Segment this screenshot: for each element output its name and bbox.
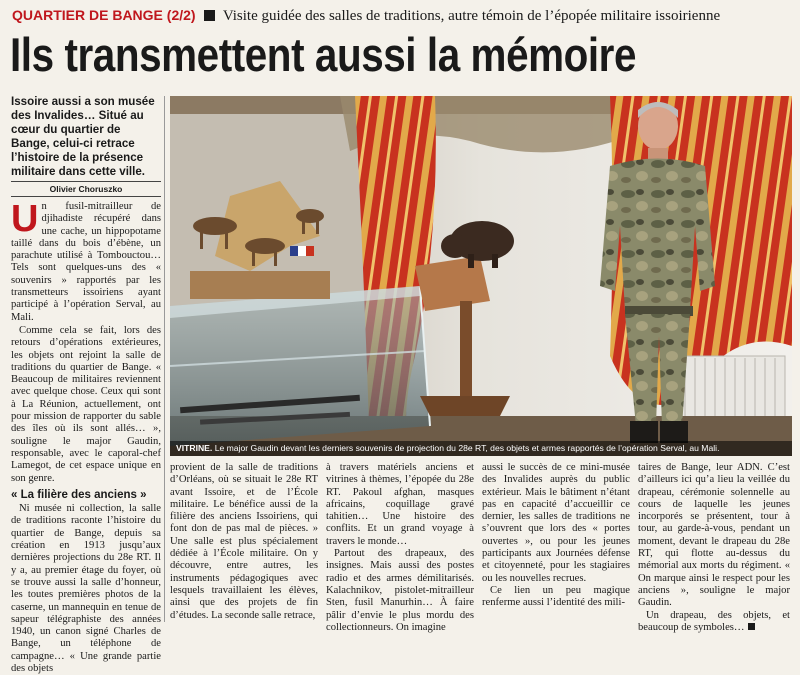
end-mark-icon	[748, 623, 755, 630]
article-column-2	[170, 462, 318, 622]
caption-text: Le major Gaudin devant les derniers souvenirs de projection du 28e RT, des objets et armes rapportés de l’opération Serval, au Mali.	[214, 443, 720, 453]
kicker-text: Visite guidée des salles de traditions, autre témoin de l’épopée militaire issoirienne	[222, 8, 721, 24]
intro-text: Issoire aussi a son musée des Invalides… Situé au cœur du quartier de Bange, celui-ci retrace l’histoire de la présence militaire dans cette ville.	[11, 95, 155, 178]
paragraph	[638, 610, 790, 635]
column-rule	[164, 96, 165, 622]
headline: Ils transmettent aussi la mémoire	[10, 28, 637, 81]
paragraph: taires de Bange, leur ADN. C’est d’ailleurs ici qu’a lieu la veillée du drapeau, cérémonie solennelle au cours de laquelle les jeunes incorporés se présentent, tour à tour, au garde-à-vous, pendant un moment, devant le drapeau du 28e RT, qui flotte au-dessus du mémorial aux morts du régiment. « On marque ainsi le respect pour les anciens », souligne le major Gaudin.	[638, 462, 790, 609]
article-column-4	[482, 462, 630, 622]
byline: Olivier Choruszko	[11, 181, 161, 197]
article-column-1	[11, 198, 161, 674]
article-photo	[170, 96, 792, 456]
paragraph: Comme cela se fait, lors des retours d’opérations extérieures, les objets ont rejoint la salle de traditions du quartier de Bange. « Beaucoup de militaires reviennent avec quelque chose. Ceux qui sont à La Réunion, actuellement, ont pour mission de rapporter du sable des îles où ils sont allés… », souligne le major Gaudin, responsable, avec le caporal-chef Lamegot, de cet espace unique en son genre.	[11, 324, 161, 484]
paragraph: aussi le succès de ce mini-musée des Invalides auprès du public extérieur. Mais le bâtiment n’étant pas en capacité d’accueillir ce dernier, les salles de traditions ne s’ouvrent que lors des « portes ouvertes », ou pour les jeunes participants aux Journées défense et citoyenneté, pour les stagiaires ou les nouvelles recrues.	[482, 462, 630, 584]
subheading: « La filière des anciens »	[11, 488, 147, 501]
kicker	[12, 6, 792, 25]
closing-text: Un drapeau, des objets, et beaucoup de symboles…	[638, 609, 790, 633]
paragraph: Ce lien un peu magique renferme aussi l’identité des mili-	[482, 584, 630, 609]
drop-cap: U	[11, 198, 39, 240]
caption-label: VITRINE.	[176, 443, 213, 453]
section-label: QUARTIER DE BANGE (2/2)	[12, 7, 196, 23]
paragraph: provient de la salle de traditions d’Orléans, où se situait le 28e RT avant Issoire, et de l’École militaire. Le bénéfice aussi de la filière des anciens Issoiriens, qui font don de pas mal de pièces. » Une salle est plus spécialement dédiée à l’École militaire. On y découvre, entre autres, les instruments pédagogiques avec lesquels travaillaient les élèves, ainsi que des projets de fin d’études. La seconde salle retrace,	[170, 462, 318, 621]
paragraph: Partout des drapeaux, des insignes. Mais aussi des postes radio et des armes démilitarisés. Kalachnikov, pistolet-mitrailleur Sten, fusil Manurhin… À faire pâlir d’envie le plus mordu des collectionneurs. On imagine	[326, 548, 474, 633]
article-column-5	[638, 462, 790, 633]
square-bullet-icon	[204, 10, 215, 21]
paragraph: n fusil-mitrailleur de djihadiste récupéré dans une cache, un hippopotame taillé dans du bois d’ébène, un parachute utilisé à Tombouctou… Tels sont quelques-uns des « souvenirs » rapportés par les transmetteurs issoiriens ayant participé à l’opération Serval, au Mali.	[11, 201, 161, 323]
article-column-3	[326, 462, 474, 633]
paragraph: à travers matériels anciens et vitrines à thèmes, l’épopée du 28e RT. Pakoul afghan, masques africains, coquillage gravé tahitien… Une histoire des conflits. Et un grand voyage à travers le monde…	[326, 462, 474, 547]
paragraph: Ni musée ni collection, la salle de traditions raconte l’histoire du quartier de Bange, depuis sa création en 1913 jusqu’aux dernières projections du 28e RT. Il y a, au premier étage du foyer, où se trouve aussi la salle d’honneur, les toutes premières photos de la caserne, un mannequin en tenue de sapeur télégraphiste des années 1940, un canon signé Charles de Bange, un téléphone de campagne… « Une grande partie des objets	[11, 503, 161, 674]
vitrine-photo-illustration	[170, 96, 792, 456]
photo-caption	[170, 441, 792, 456]
